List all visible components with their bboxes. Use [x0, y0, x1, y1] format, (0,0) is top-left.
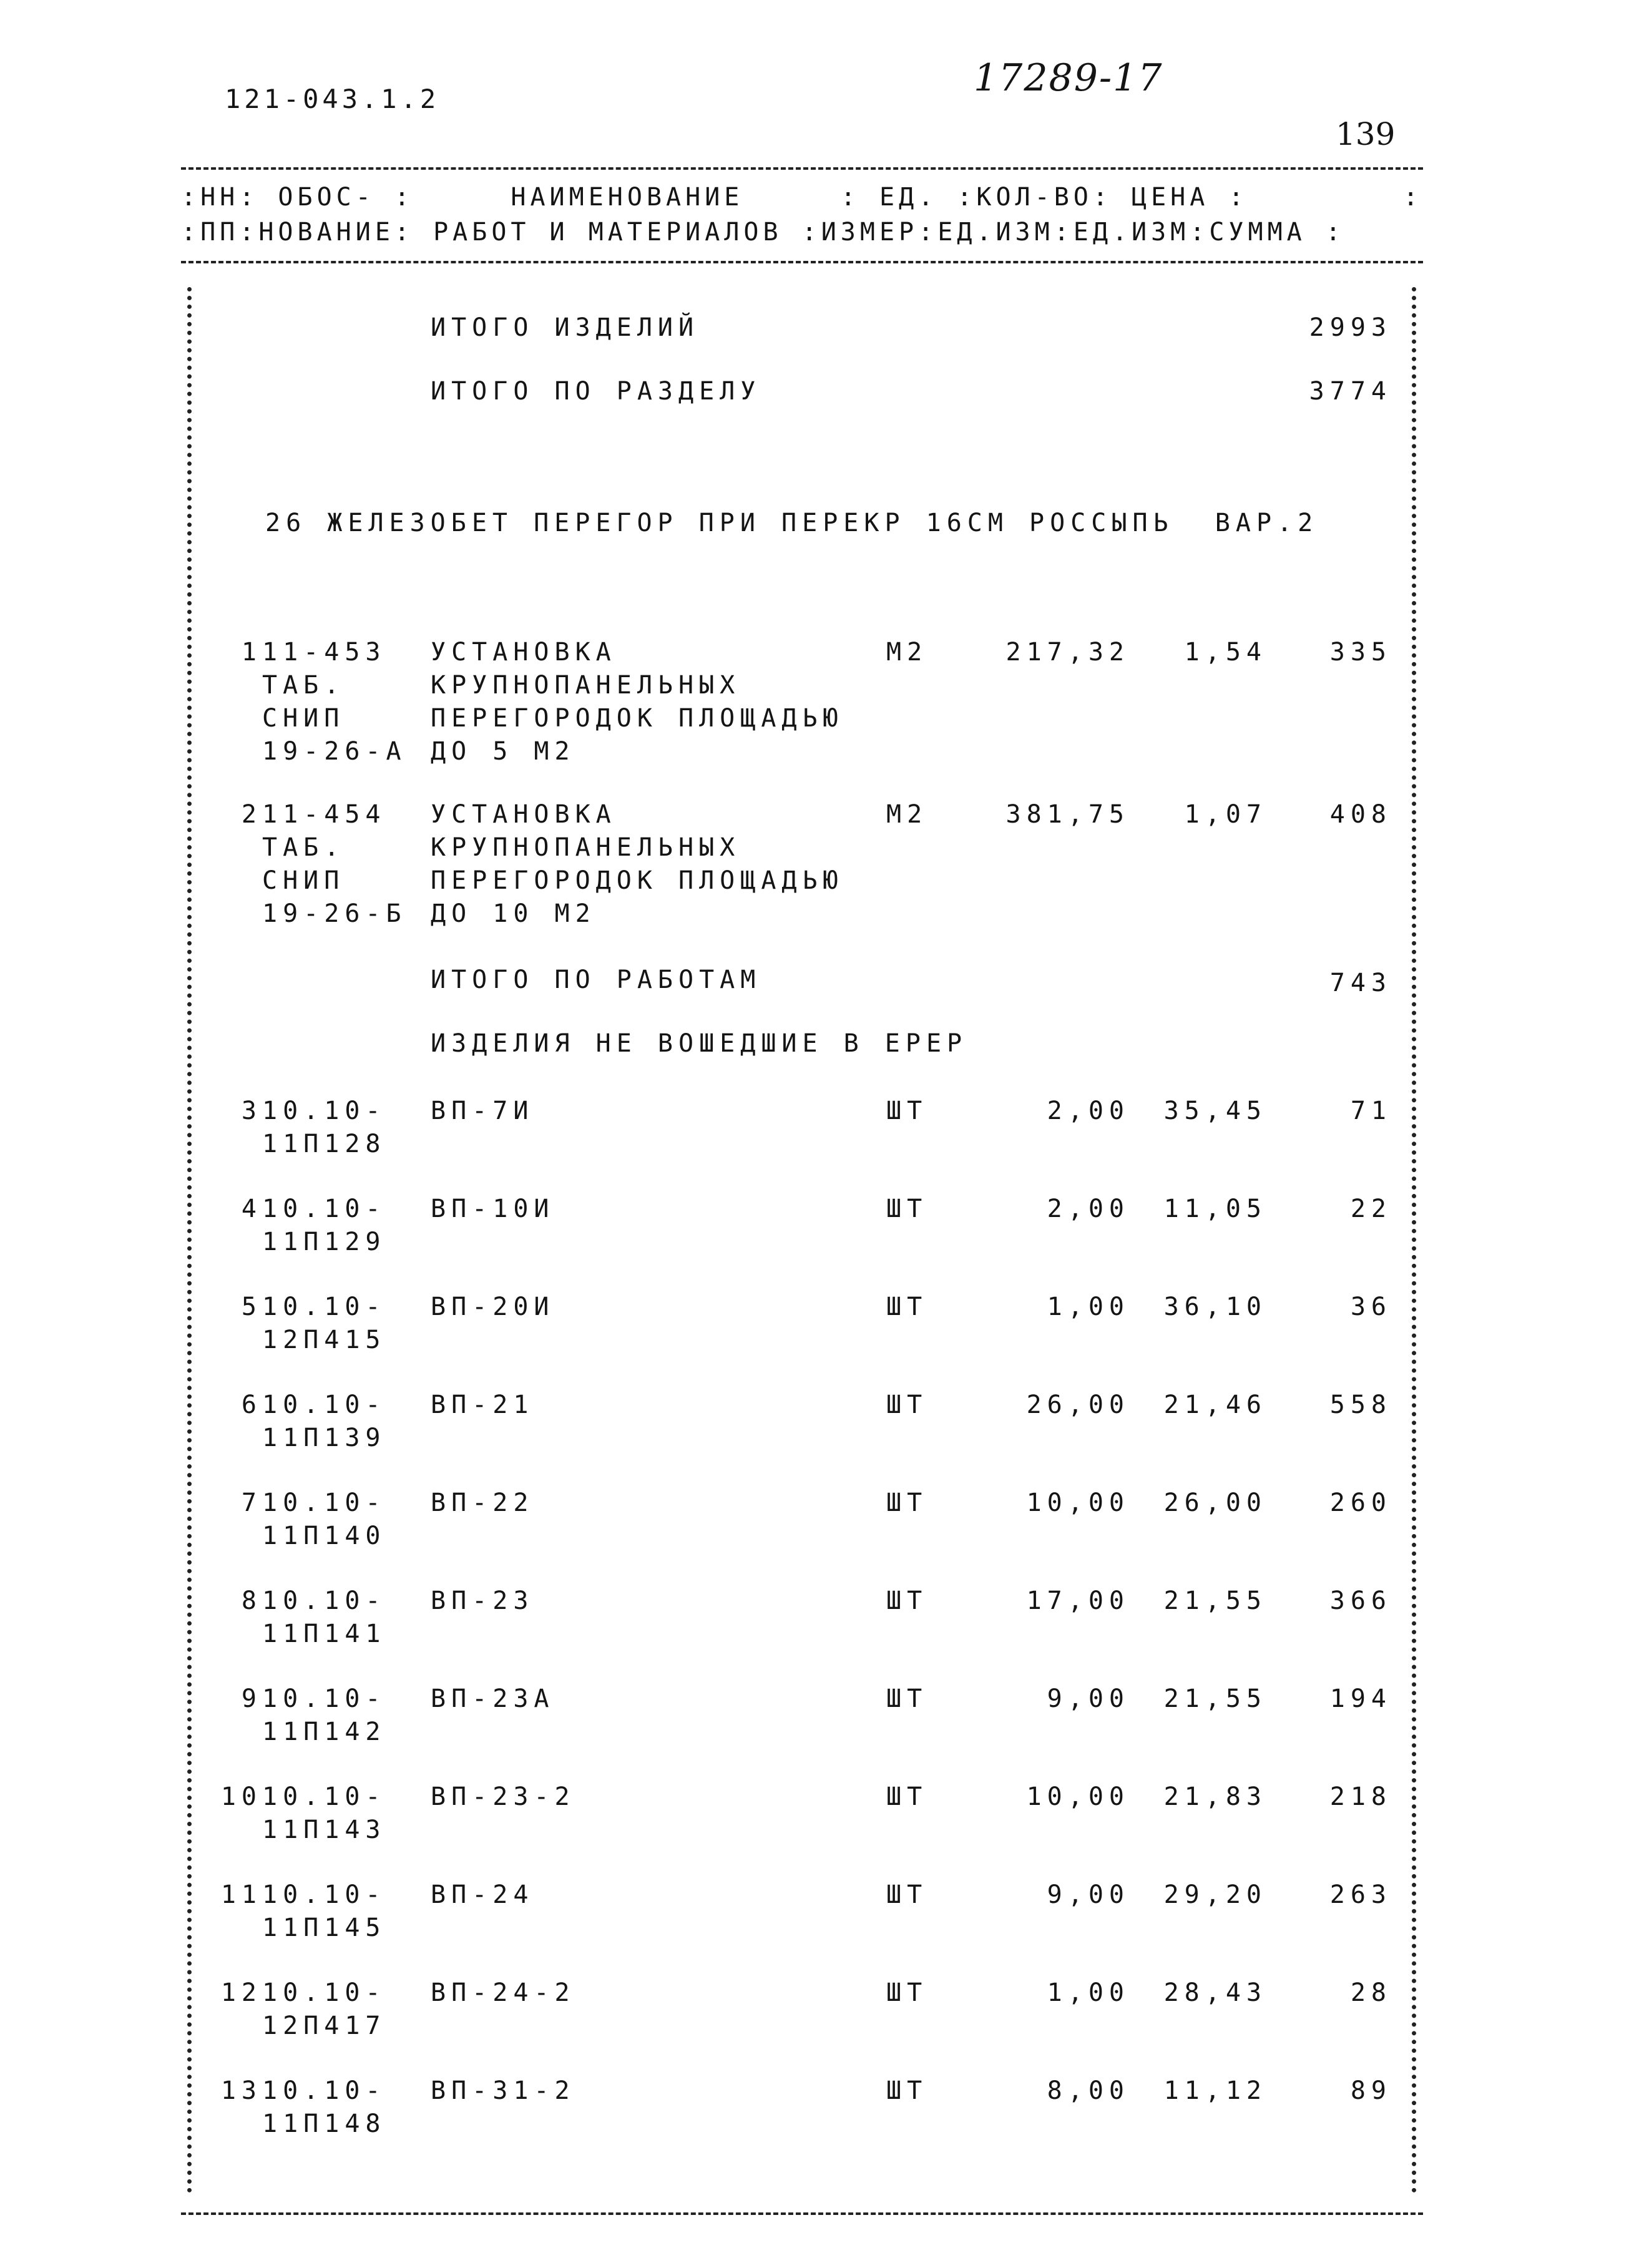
- row-code: 11П142: [262, 1718, 386, 1746]
- row-number: 4: [241, 1195, 262, 1223]
- total-label: ИТОГО ПО РАЗДЕЛУ: [431, 377, 761, 406]
- header-top-rule: [181, 167, 1423, 170]
- row-price: 21,46: [1163, 1391, 1267, 1419]
- row-price: 35,45: [1163, 1097, 1267, 1125]
- row-name: ВП-23: [431, 1586, 534, 1615]
- row-code: 10.10-: [262, 1586, 386, 1615]
- row-price: 1,54: [1184, 638, 1267, 667]
- row-unit: ШТ: [886, 1097, 928, 1125]
- row-name: КРУПНОПАНЕЛЬНЫХ: [431, 671, 741, 700]
- row-name: ВП-22: [431, 1488, 534, 1517]
- row-code: 10.10-: [262, 1195, 386, 1223]
- row-unit: ШТ: [886, 2076, 928, 2105]
- right-border: [1412, 287, 1416, 2194]
- row-quantity: 1,00: [1047, 1978, 1130, 2007]
- row-unit: М2: [886, 800, 928, 829]
- header-line-2: :ПП:НОВАНИЕ: РАБОТ И МАТЕРИАЛОВ :ИЗМЕР:ЕД.ИЗМ:ЕД.ИЗМ:СУММА :: [181, 218, 1345, 247]
- row-code: 10.10-: [262, 1488, 386, 1517]
- row-price: 36,10: [1163, 1293, 1267, 1321]
- row-sum: 558: [1329, 1391, 1392, 1419]
- row-sum: 22: [1350, 1195, 1392, 1223]
- row-name: УСТАНОВКА: [431, 800, 617, 829]
- row-code: 11П129: [262, 1228, 386, 1256]
- row-code: 10.10-: [262, 1391, 386, 1419]
- row-number: 2: [241, 800, 262, 829]
- row-code: 11П141: [262, 1620, 386, 1648]
- row-quantity: 2,00: [1047, 1195, 1130, 1223]
- row-price: 26,00: [1163, 1488, 1267, 1517]
- row-quantity: 217,32: [1005, 638, 1130, 667]
- row-price: 29,20: [1163, 1880, 1267, 1909]
- row-name: ВП-24: [431, 1880, 534, 1909]
- row-code: 11П148: [262, 2109, 386, 2138]
- row-code: 11П145: [262, 1914, 386, 1942]
- row-sum: 366: [1329, 1586, 1392, 1615]
- row-price: 1,07: [1184, 800, 1267, 829]
- row-code: ТАБ.: [262, 671, 345, 700]
- row-number: 12: [220, 1978, 262, 2007]
- row-number: 9: [241, 1684, 262, 1713]
- row-number: 8: [241, 1586, 262, 1615]
- row-unit: ШТ: [886, 1488, 928, 1517]
- row-quantity: 10,00: [1026, 1782, 1130, 1811]
- row-price: 28,43: [1163, 1978, 1267, 2007]
- row-code: СНИП: [262, 866, 345, 895]
- row-quantity: 381,75: [1005, 800, 1130, 829]
- row-code: 10.10-: [262, 1293, 386, 1321]
- row-quantity: 1,00: [1047, 1293, 1130, 1321]
- row-name: КРУПНОПАНЕЛЬНЫХ: [431, 833, 741, 862]
- header-line-1: :НН: ОБОС- : НАИМЕНОВАНИЕ : ЕД. :КОЛ-ВО: ЦЕНА : :: [181, 183, 1423, 212]
- row-sum: 28: [1350, 1978, 1392, 2007]
- row-number: 3: [241, 1097, 262, 1125]
- row-unit: ШТ: [886, 1684, 928, 1713]
- row-code: 10.10-: [262, 1880, 386, 1909]
- row-price: 11,12: [1163, 2076, 1267, 2105]
- row-code: 11П139: [262, 1424, 386, 1452]
- total-sum: 2993: [1309, 313, 1392, 342]
- row-code: 11-453: [262, 638, 386, 667]
- row-name: ПЕРЕГОРОДОК ПЛОЩАДЬЮ: [431, 866, 844, 895]
- row-unit: М2: [886, 638, 928, 667]
- row-number: 6: [241, 1391, 262, 1419]
- row-code: 12П415: [262, 1326, 386, 1354]
- row-quantity: 9,00: [1047, 1684, 1130, 1713]
- row-code: ТАБ.: [262, 833, 345, 862]
- row-name: ДО 10 М2: [431, 899, 596, 928]
- row-code: 10.10-: [262, 1978, 386, 2007]
- total-label: ИТОГО ИЗДЕЛИЙ: [431, 313, 700, 342]
- row-price: 11,05: [1163, 1195, 1267, 1223]
- row-price: 21,55: [1163, 1684, 1267, 1713]
- row-code: 11П128: [262, 1130, 386, 1158]
- left-border: [187, 287, 192, 2194]
- row-price: 21,83: [1163, 1782, 1267, 1811]
- works-total-label: ИТОГО ПО РАБОТАМ: [431, 965, 761, 994]
- row-unit: ШТ: [886, 1195, 928, 1223]
- row-name: ВП-20И: [431, 1293, 555, 1321]
- row-code: 10.10-: [262, 1782, 386, 1811]
- table-bottom-rule: [181, 2212, 1423, 2215]
- row-code: 10.10-: [262, 1684, 386, 1713]
- row-quantity: 26,00: [1026, 1391, 1130, 1419]
- row-code: СНИП: [262, 704, 345, 733]
- handwritten-number: 17289-17: [974, 56, 1163, 100]
- row-unit: ШТ: [886, 1978, 928, 2007]
- row-quantity: 17,00: [1026, 1586, 1130, 1615]
- row-number: 10: [220, 1782, 262, 1811]
- row-sum: 263: [1329, 1880, 1392, 1909]
- row-quantity: 10,00: [1026, 1488, 1130, 1517]
- row-sum: 218: [1329, 1782, 1392, 1811]
- row-quantity: 9,00: [1047, 1880, 1130, 1909]
- row-code: 19-26-А: [262, 737, 407, 766]
- row-sum: 335: [1329, 638, 1392, 667]
- row-code: 10.10-: [262, 1097, 386, 1125]
- row-unit: ШТ: [886, 1293, 928, 1321]
- row-name: ВП-7И: [431, 1097, 534, 1125]
- items-heading: ИЗДЕЛИЯ НЕ ВОШЕДШИЕ В ЕРЕР: [431, 1029, 968, 1058]
- header-bottom-rule: [181, 261, 1423, 263]
- total-sum: 3774: [1309, 377, 1392, 406]
- row-unit: ШТ: [886, 1586, 928, 1615]
- row-name: ВП-23А: [431, 1684, 555, 1713]
- row-code: 12П417: [262, 2011, 386, 2040]
- row-code: 11П140: [262, 1522, 386, 1550]
- row-unit: ШТ: [886, 1880, 928, 1909]
- row-unit: ШТ: [886, 1782, 928, 1811]
- row-code: 10.10-: [262, 2076, 386, 2105]
- row-name: ПЕРЕГОРОДОК ПЛОЩАДЬЮ: [431, 704, 844, 733]
- row-number: 11: [220, 1880, 262, 1909]
- row-number: 7: [241, 1488, 262, 1517]
- row-name: ВП-31-2: [431, 2076, 575, 2105]
- row-name: ВП-24-2: [431, 1978, 575, 2007]
- row-sum: 71: [1350, 1097, 1392, 1125]
- row-code: 19-26-Б: [262, 899, 407, 928]
- row-unit: ШТ: [886, 1391, 928, 1419]
- row-sum: 89: [1350, 2076, 1392, 2105]
- row-sum: 194: [1329, 1684, 1392, 1713]
- row-name: ВП-10И: [431, 1195, 555, 1223]
- row-name: УСТАНОВКА: [431, 638, 617, 667]
- row-number: 13: [220, 2076, 262, 2105]
- row-number: 1: [241, 638, 262, 667]
- row-name: ДО 5 М2: [431, 737, 575, 766]
- row-quantity: 2,00: [1047, 1097, 1130, 1125]
- row-code: 11П143: [262, 1816, 386, 1844]
- row-number: 5: [241, 1293, 262, 1321]
- row-name: ВП-21: [431, 1391, 534, 1419]
- row-price: 21,55: [1163, 1586, 1267, 1615]
- row-sum: 36: [1350, 1293, 1392, 1321]
- section-title: 26 ЖЕЛЕЗОБЕТ ПЕРЕГОР ПРИ ПЕРЕКР 16СМ РОССЫПЬ ВАР.2: [265, 509, 1319, 537]
- document-code: 121-043.1.2: [225, 84, 440, 114]
- row-code: 11-454: [262, 800, 386, 829]
- row-sum: 260: [1329, 1488, 1392, 1517]
- works-total-sum: 743: [1329, 969, 1392, 997]
- row-name: ВП-23-2: [431, 1782, 575, 1811]
- row-quantity: 8,00: [1047, 2076, 1130, 2105]
- page-number: 139: [1336, 116, 1396, 152]
- row-sum: 408: [1329, 800, 1392, 829]
